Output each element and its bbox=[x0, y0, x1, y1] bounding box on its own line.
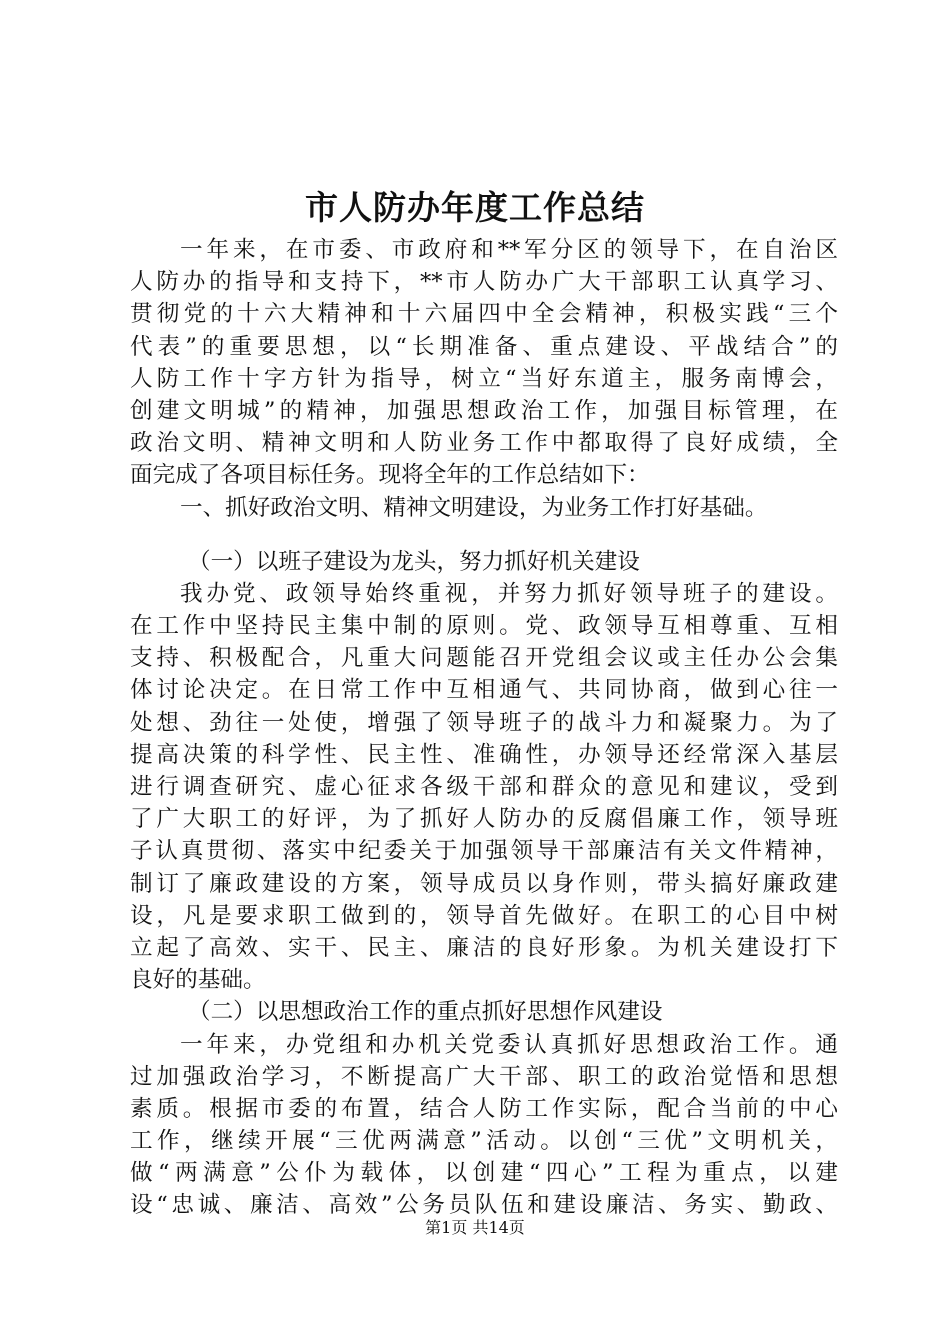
paragraph-line: 制订了廉政建设的方案，领导成员以身作则，带头搞好廉政建 bbox=[130, 870, 838, 897]
paragraph-line: 一年来，在市委、市政府和**军分区的领导下，在自治区 bbox=[180, 237, 838, 263]
paragraph-line: 在工作中坚持民主集中制的原则。党、政领导互相尊重、互相 bbox=[130, 613, 838, 640]
paragraph-line: 设“忠诚、廉洁、高效”公务员队伍和建设廉洁、务实、勤政、 bbox=[130, 1192, 838, 1219]
paragraph-line: 创建文明城”的精神，加强思想政治工作，加强目标管理，在 bbox=[130, 397, 838, 424]
document-title: 市人防办年度工作总结 bbox=[305, 188, 645, 227]
paragraph-line: 了广大职工的好评，为了抓好人防办的反腐倡廉工作，领导班 bbox=[130, 806, 838, 833]
paragraph-line: 进行调查研究、虚心征求各级干部和群众的意见和建议，受到 bbox=[130, 774, 838, 800]
paragraph-line: 做“两满意”公仆为载体，以创建“四心”工程为重点，以建 bbox=[130, 1160, 838, 1187]
paragraph-line: 良好的基础。 bbox=[130, 967, 266, 994]
paragraph-line: 政治文明、精神文明和人防业务工作中都取得了良好成绩，全 bbox=[130, 430, 838, 457]
paragraph-line: 代表”的重要思想，以“长期准备、重点建设、平战结合”的 bbox=[130, 333, 838, 360]
subsection-heading: （二）以思想政治工作的重点抓好思想作风建设 bbox=[188, 999, 663, 1026]
paragraph-line: 一年来，办党组和办机关党委认真抓好思想政治工作。通 bbox=[180, 1031, 838, 1058]
paragraph-line: 立起了高效、实干、民主、廉洁的良好形象。为机关建设打下 bbox=[130, 934, 838, 961]
section-heading: 一、抓好政治文明、精神文明建设，为业务工作打好基础。 bbox=[180, 494, 768, 521]
paragraph-line: 我办党、政领导始终重视，并努力抓好领导班子的建设。 bbox=[180, 580, 838, 607]
paragraph-line: 素质。根据市委的布置，结合人防工作实际，配合当前的中心 bbox=[130, 1095, 838, 1122]
paragraph-line: 设，凡是要求职工做到的，领导首先做好。在职工的心目中树 bbox=[130, 902, 838, 929]
page-indicator: 第1页 共14页 bbox=[425, 1218, 525, 1237]
paragraph-line: 面完成了各项目标任务。现将全年的工作总结如下： bbox=[130, 462, 650, 489]
document-body bbox=[130, 234, 838, 1222]
paragraph-line: 贯彻党的十六大精神和十六届四中全会精神，积极实践“三个 bbox=[130, 301, 838, 328]
paragraph-line: 支持、积极配合，凡重大问题能召开党组会议或主任办公会集 bbox=[130, 645, 838, 672]
paragraph-line: 工作，继续开展“三优两满意”活动。以创“三优”文明机关， bbox=[130, 1128, 838, 1155]
paragraph-line: 人防工作十字方针为指导，树立“当好东道主，服务南博会， bbox=[130, 365, 838, 392]
paragraph-line: 处想、劲往一处使，增强了领导班子的战斗力和凝聚力。为了 bbox=[130, 709, 838, 736]
subsection-heading: （一）以班子建设为龙头，努力抓好机关建设 bbox=[188, 548, 640, 575]
blank-gap bbox=[130, 524, 838, 546]
paragraph-line: 体讨论决定。在日常工作中互相通气、共同协商，做到心往一 bbox=[130, 677, 838, 704]
paragraph-line: 子认真贯彻、落实中纪委关于加强领导干部廉洁有关文件精神， bbox=[130, 838, 838, 865]
paragraph-line: 人防办的指导和支持下，**市人防办广大干部职工认真学习、 bbox=[130, 269, 838, 296]
paragraph-line: 过加强政治学习，不断提高广大干部、职工的政治觉悟和思想 bbox=[130, 1063, 838, 1090]
paragraph-line: 提高决策的科学性、民主性、准确性，办领导还经常深入基层 bbox=[130, 741, 838, 768]
